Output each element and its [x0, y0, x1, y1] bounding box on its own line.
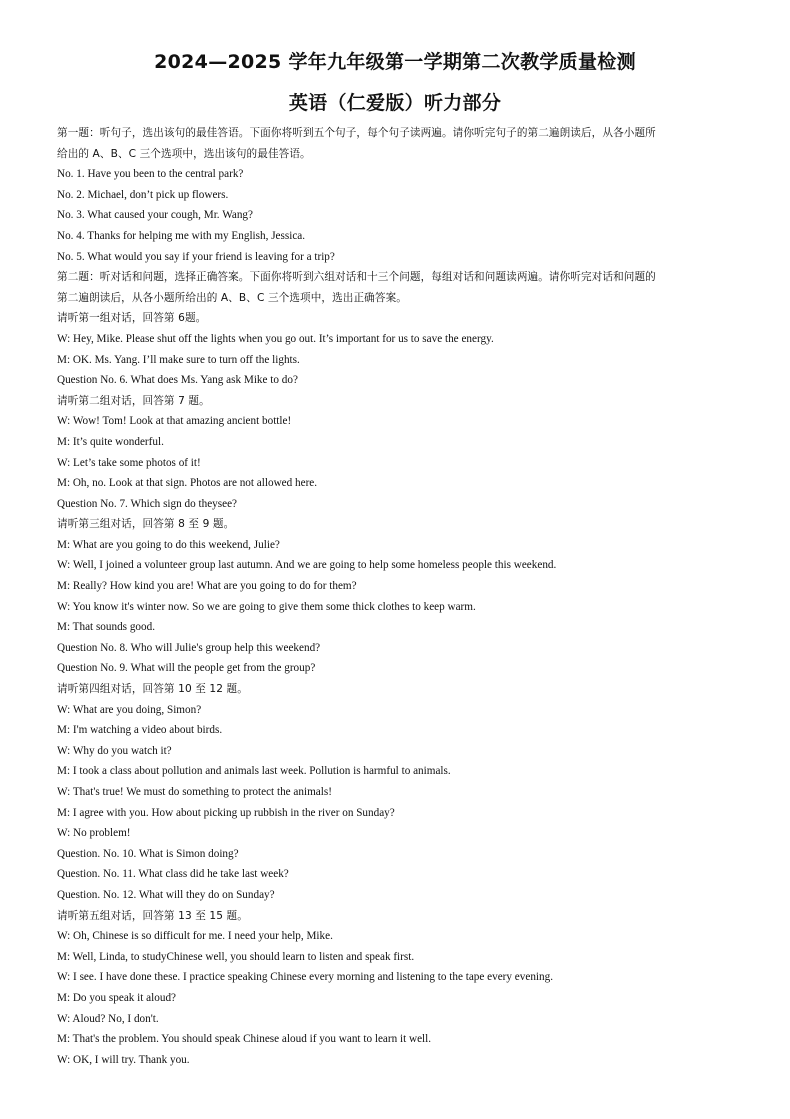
text-line: Question. No. 10. What is Simon doing? — [57, 847, 239, 860]
text-line: M: Oh, no. Look at that sign. Photos are not allowed here. — [57, 477, 318, 490]
text-line: Question No. 6. What does Ms. Yang ask Mike to do? — [57, 374, 298, 387]
text-line: W: Oh, Chinese is so difficult for me. I need your help, Mike. — [57, 930, 333, 943]
text-line: W: Let’s take some photos of it! — [57, 456, 201, 469]
text-line: 第一题：听句子，选出该句的最佳答语。下面你将听到五个句子，每个句子读两遍。请你听完句子的第二遍朗读后，从各小题所 — [57, 127, 656, 139]
text-line: Question No. 7. Which sign do theysee? — [57, 497, 238, 510]
text-line: M: That sounds good. — [57, 621, 155, 634]
text-line: No. 4. Thanks for helping me with my English, Jessica. — [57, 229, 306, 242]
text-line: 请听第一组对话，回答第 6题。 — [57, 312, 207, 325]
text-line: W: I see. I have done these. I practice speaking Chinese every morning and listening to the tape every evening. — [57, 971, 554, 984]
text-line: 请听第二组对话，回答第 7 题。 — [57, 394, 210, 407]
text-line: M: That's the problem. You should speak Chinese aloud if you want to learn it well. — [57, 1033, 432, 1046]
text-line: W: What are you doing, Simon? — [57, 703, 202, 716]
text-line: Question. No. 11. What class did he take last week? — [57, 868, 289, 881]
text-line: 第二题：听对话和问题，选择正确答案。下面你将听到六组对话和十三个问题，每组对话和问题读两遍。请你听完对话和问题的 — [57, 271, 656, 284]
text-line: No. 2. Michael, don’t pick up flowers. — [57, 188, 229, 201]
text-line: M: Well, Linda, to studyChinese well, you should learn to listen and speak first. — [57, 950, 415, 963]
text-line: W: Aloud? No, I don't. — [57, 1012, 159, 1025]
text-line: Question. No. 12. What will they do on Sunday? — [57, 888, 275, 901]
text-line: M: Do you speak it aloud? — [57, 991, 177, 1004]
text-line: Question No. 8. Who will Julie's group help this weekend? — [57, 641, 321, 654]
text-line: No. 3. What caused your cough, Mr. Wang? — [57, 209, 253, 222]
text-line: W: Why do you watch it? — [57, 744, 172, 757]
text-line: W: Hey, Mike. Please shut off the lights when you go out. It’s important for us to save the energy. — [57, 332, 494, 345]
text-line: 请听第五组对话，回答第 13 至 15 题。 — [57, 909, 248, 922]
text-line: 请听第三组对话，回答第 8 至 9 题。 — [57, 518, 235, 531]
document-subtitle: 英语（仁爱版）听力部分 — [288, 92, 502, 114]
text-line: M: I'm watching a video about birds. — [57, 724, 223, 737]
text-line: M: It’s quite wonderful. — [57, 435, 164, 448]
text-line: M: What are you going to do this weekend, Julie? — [57, 538, 280, 551]
text-line: W: That's true! We must do something to protect the animals! — [57, 786, 332, 798]
text-line: W: Wow! Tom! Look at that amazing ancient bottle! — [57, 415, 292, 428]
text-line: 第二遍朗读后，从各小题所给出的 A、B、C 三个选项中，选出正确答案。 — [57, 291, 407, 304]
text-line: No. 1. Have you been to the central park? — [57, 168, 244, 181]
text-line: W: OK, I will try. Thank you. — [57, 1053, 190, 1066]
text-line: 请听第四组对话，回答第 10 至 12 题。 — [57, 683, 248, 696]
text-line: 给出的 A、B、C 三个选项中，选出该句的最佳答语。 — [57, 147, 311, 160]
text-line: M: Really? How kind you are! What are you going to do for them? — [57, 580, 357, 593]
document-title: 2024—2025 学年九年级第一学期第二次教学质量检测 — [154, 51, 636, 73]
text-line: W: You know it's winter now. So we are going to give them some thick clothes to keep warm. — [57, 600, 476, 613]
text-line: No. 5. What would you say if your friend is leaving for a trip? — [57, 250, 335, 263]
text-line: W: Well, I joined a volunteer group last autumn. And we are going to help some homeless people this weekend. — [57, 559, 557, 572]
text-line: W: No problem! — [57, 827, 131, 840]
text-line: Question No. 9. What will the people get from the group? — [57, 662, 316, 675]
document-body — [57, 123, 747, 1070]
text-line: M: I agree with you. How about picking up rubbish in the river on Sunday? — [57, 806, 395, 819]
text-line: M: OK. Ms. Yang. I’ll make sure to turn off the lights. — [57, 353, 300, 366]
text-line: M: I took a class about pollution and animals last week. Pollution is harmful to animals. — [57, 765, 451, 778]
